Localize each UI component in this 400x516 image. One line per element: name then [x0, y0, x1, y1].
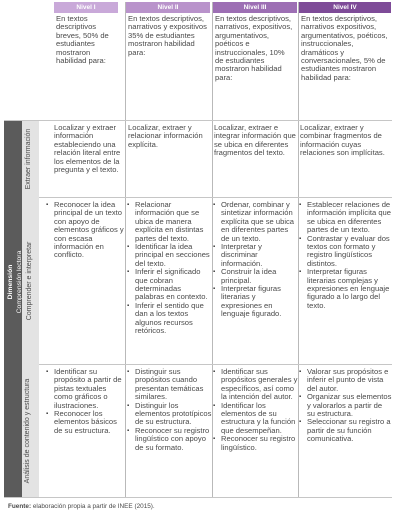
- source-label: Fuente:: [8, 503, 32, 510]
- comprender-cell-4: [299, 201, 392, 310]
- row-divider: [39, 364, 392, 365]
- row-divider: [39, 197, 392, 198]
- extraer-cell-3: Localizar, extraer e integrar información que se ubica en diferentes fragmentos del texto.: [214, 123, 296, 158]
- comprender-cell-2: [127, 201, 212, 336]
- dimension-title: Dimensión: [7, 264, 14, 300]
- level-header-4: [299, 2, 391, 13]
- list-item: ▪ Inferir el sentido que dan a los textos algunos recursos retóricos.: [127, 302, 212, 336]
- level-header-1: [54, 2, 118, 13]
- level-header-label: Nivel II: [157, 4, 179, 11]
- list-item: ▪ Interpretar figuras literarias complejas y expresiones en lenguaje figurado a lo largo del texto.: [299, 268, 392, 310]
- source-text: elaboración propia a partir de INEE (2015).: [31, 503, 155, 510]
- column-divider: [125, 2, 126, 497]
- list-item: ▪ Contrastar y evaluar dos textos con formato y registro lingüísticos distintos.: [299, 235, 392, 269]
- list-item: ▪ Ordenar, combinar y sintetizar información explícita que se ubica en diferentes partes de un texto.: [213, 201, 298, 243]
- extraer-cell-1: Localizar y extraer información estableciendo una relación literal entre los elementos de la pregunta y el texto.: [54, 123, 121, 175]
- comprender-cell-3: [213, 201, 298, 319]
- list-item: ▪ Valorar sus propósitos e inferir el punto de vista del autor.: [299, 368, 392, 393]
- list-item: ▪ Distinguir los elementos prototípicos de su estructura.: [127, 402, 212, 427]
- level-header-3: [213, 2, 297, 13]
- list-item: ▪ Reconocer los elementos básicos de su estructura.: [46, 410, 124, 435]
- list-item: ▪ Relacionar información que se ubica de manera explícita en distintas partes del texto.: [127, 201, 212, 243]
- analisis-cell-4: [299, 368, 392, 444]
- list-item: ▪ Interpretar figuras literarias y expresiones en lenguaje figurado.: [213, 285, 298, 319]
- analisis-cell-3: [213, 368, 298, 452]
- row-label-analisis: Análisis de contenido y estructura: [24, 378, 31, 484]
- source-note: [8, 503, 155, 510]
- list-item: ▪ Construir la idea principal.: [213, 268, 298, 285]
- list-item: ▪ Interpretar y discriminar información.: [213, 243, 298, 268]
- extraer-cell-4: Localizar, extraer y combinar fragmentos de información cuyas relaciones son implícitas.: [300, 123, 385, 158]
- analisis-cell-1: [46, 368, 124, 435]
- row-divider: [4, 120, 392, 121]
- level-header-label: Nivel IV: [333, 4, 357, 11]
- row-label-comprender: Comprender e interpretar: [26, 241, 33, 321]
- level-intro-2: En textos descriptivos, narrativos y expositivos 35% de estudiantes mostraron habilidad para:: [128, 14, 207, 57]
- dimension-label: [6, 192, 24, 372]
- list-item: ▪ Distinguir sus propósitos cuando presentan temáticas similares.: [127, 368, 212, 402]
- row-label-extraer: Extraer información: [25, 128, 32, 190]
- row-divider: [4, 497, 392, 498]
- list-item: ▪ Establecer relaciones de información implícita que se ubica en diferentes partes de un texto.: [299, 201, 392, 235]
- list-item: ▪ Organizar sus elementos y valorarlos a partir de su estructura.: [299, 393, 392, 418]
- list-item: ▪ Identificar su propósito a partir de pistas textuales como gráficos o ilustraciones.: [46, 368, 124, 410]
- level-header-label: Nivel I: [76, 4, 96, 11]
- list-item: ▪ Identificar sus propósitos generales y específicos, así como la intención del autor.: [213, 368, 298, 402]
- level-header-label: Nivel III: [243, 4, 267, 11]
- analisis-cell-2: [127, 368, 212, 452]
- comprender-cell-1: [46, 201, 124, 260]
- level-intro-1: En textos descriptivos breves, 50% de estudiantes mostraron habilidad para:: [56, 14, 109, 66]
- list-item: ▪ Identificar la idea principal en secciones del texto.: [127, 243, 212, 268]
- list-item: ▪ Reconocer su registro lingüístico con apoyo de su formato.: [127, 427, 212, 452]
- extraer-cell-2: Localizar, extraer y relacionar información explícita.: [128, 123, 203, 149]
- dimension-value: Comprensión lectora: [16, 250, 23, 314]
- list-item: ▪ Seleccionar su registro a partir de su función comunicativa.: [299, 418, 392, 443]
- level-header-2: [126, 2, 210, 13]
- level-intro-4: En textos descriptivos, narrativos expositivos, argumentativos, poéticos, instruccionales, dramáticos y conversacionales, 5% de estudiantes mostraron habilidad para:: [301, 14, 388, 82]
- list-item: ▪ Reconocer la idea principal de un texto con apoyo de elementos gráficos y con escasa información en conflicto.: [46, 201, 124, 260]
- list-item: ▪ Reconocer su registro lingüístico.: [213, 435, 298, 452]
- list-item: ▪ Inferir el significado que cobran determinadas palabras en contexto.: [127, 268, 212, 302]
- list-item: ▪ Identificar los elementos de su estructura y la función que desempeñan.: [213, 402, 298, 436]
- level-intro-3: En textos descriptivos, narrativos, expositivos, argumentativos, poéticos e instruccionales, 10% de estudiantes mostraron habilidad para:: [215, 14, 293, 82]
